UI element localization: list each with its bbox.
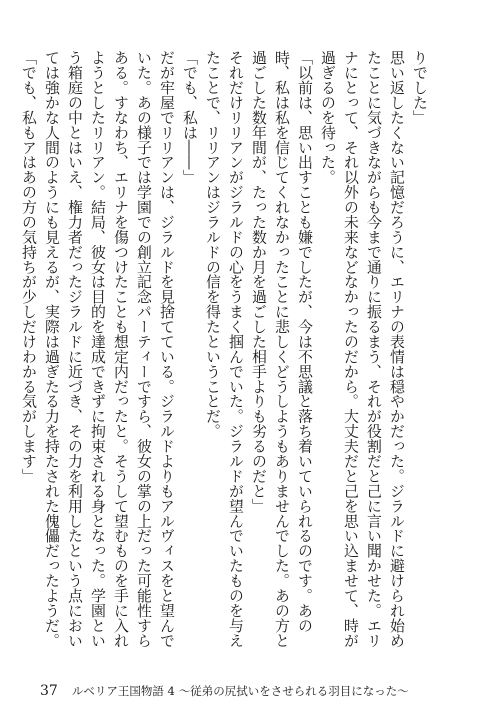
paragraph-1: りでした」 bbox=[411, 50, 429, 125]
book-subtitle: 〜従弟の尻拭いをさせられる羽目になった〜 bbox=[178, 684, 409, 698]
page-footer bbox=[40, 683, 480, 699]
paragraph-7: 「でも、私もアはあの方の気持ちが少しだけわかる気がします」 bbox=[20, 50, 38, 484]
paragraph-6: だが牢屋でリリアンは、ジラルドを見捨てている。ジラルドよりもアルヴィスをと望んでいた。あの様子では学園での創立記念パーティーですら、彼女の掌の上だった可能性すらある。すなわち、エリナを傷つけたことも想定内だったと。そうして望むものを手に入れようとしたリリアン。結局、彼女は目的を達成できずに拘束される身となった。学園という箱庭の中とはいえ、権力者だったジラルドに近づき、その力を利用したという点においては強かな人間のようにも見えるが、実際は過ぎたる力を持たされた傀儡だったようだ。 bbox=[43, 50, 176, 648]
paragraph-5: 「でも、私は――」 bbox=[181, 50, 199, 185]
vertical-body-text bbox=[20, 50, 431, 655]
book-title: ルベリア王国物語 4 bbox=[71, 684, 175, 698]
paragraph-4: それだけリリアンがジラルドの心をうまく掴んでいた。ジラルドが望んでいたものを与えたことで、リリアンはジラルドの信を得たということだ。 bbox=[204, 50, 245, 648]
paragraph-3: 「以前は、思い出すことも嫌でしたが、今は不思議と落ち着いていられるのです。あの時、私は私を信じてくれなかったことに悲しくどうしようもありませんでした。あの方と過ごした数年間が、たった数か月を過ごした相手よりも劣るのだと」 bbox=[250, 50, 314, 648]
page-number: 37 bbox=[40, 683, 58, 699]
paragraph-2: 思い返したくない記憶だろうに、エリナの表情は穏やかだった。ジラルドに避けられ始めたことに気づきながらも今まで通りに振るまう、それが役割だと己に言い聞かせた。エリナにとって、それ以外の未来などなかったのだから。大丈夫だと己を思い込ませて、時が過ぎるのを待った。 bbox=[319, 50, 406, 648]
